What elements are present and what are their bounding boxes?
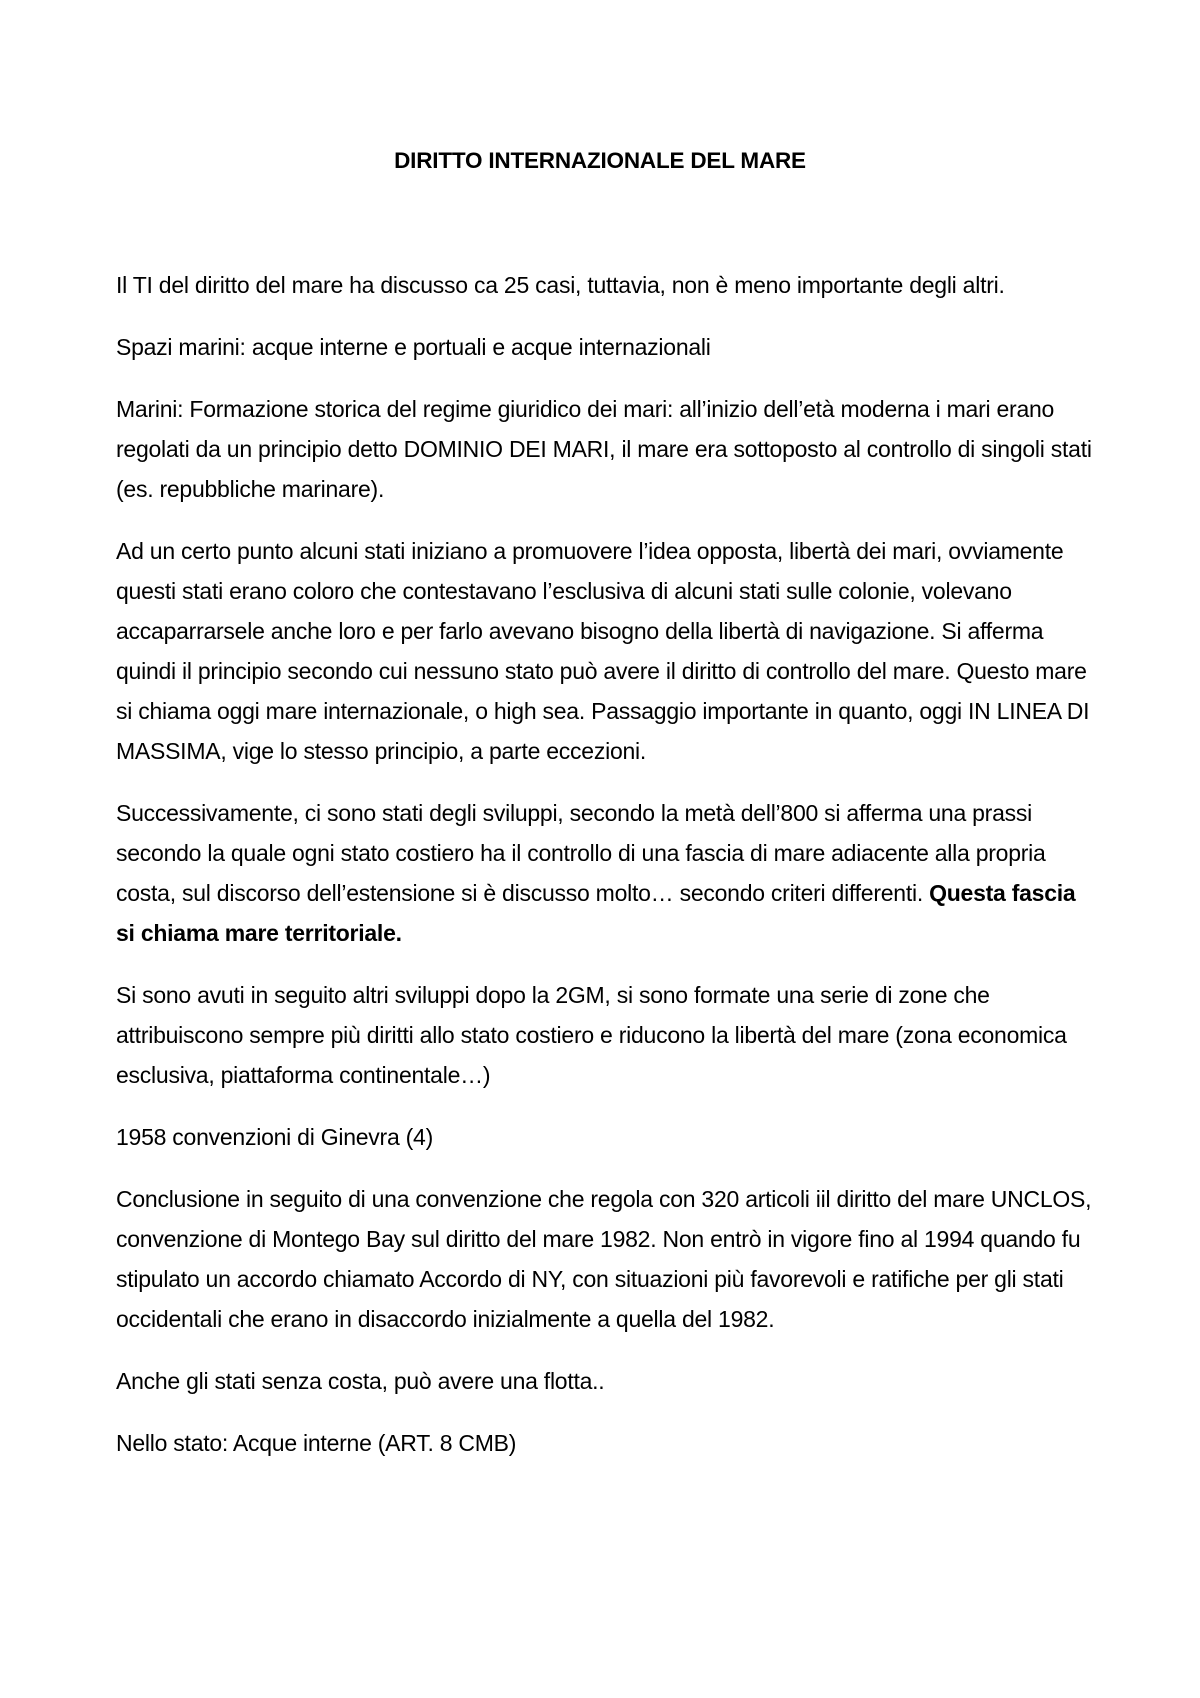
paragraph-mare-territoriale-text: Successivamente, ci sono stati degli sviluppi, secondo la metà dell’800 si afferma una prassi secondo la quale ogni stato costiero ha il controllo di una fascia di mare adiacente alla propria costa, sul discorso dell’estensione si è discusso molto… secondo criteri differenti.	[116, 800, 1046, 906]
paragraph-liberta-dei-mari: Ad un certo punto alcuni stati iniziano a promuovere l’idea opposta, libertà dei mari, ovviamente questi stati erano coloro che contestavano l’esclusiva di alcuni stati sulle colonie, volevano accaparrarsele anche loro e per farlo avevano bisogno della libertà di navigazione. Si afferma quindi il principio secondo cui nessuno stato può avere il diritto di controllo del mare. Questo mare si chiama oggi mare internazionale, o high sea. Passaggio importante in quanto, oggi IN LINEA DI MASSIMA, vige lo stesso principio, a parte eccezioni.	[116, 538, 1090, 764]
paragraph-unclos: Conclusione in seguito di una convenzione che regola con 320 articoli iil diritto del mare UNCLOS, convenzione di Montego Bay sul diritto del mare 1982. Non entrò in vigore fino al 1994 quando fu stipulato un accordo chiamato Accordo di NY, con situazioni più favorevoli e ratifiche per gli stati occidentali che erano in disaccordo inizialmente a quella del 1982.	[116, 1186, 1092, 1332]
paragraph-formazione-storica: Marini: Formazione storica del regime giuridico dei mari: all’inizio dell’età moderna i mari erano regolati da un principio detto DOMINIO DEI MARI, il mare era sottoposto al controllo di singoli stati (es. repubbliche marinare).	[116, 396, 1092, 502]
document-title: DIRITTO INTERNAZIONALE DEL MARE	[394, 148, 806, 173]
paragraph-acque-interne: Nello stato: Acque interne (ART. 8 CMB)	[116, 1430, 517, 1456]
paragraph-stati-senza-costa: Anche gli stati senza costa, può avere una flotta..	[116, 1368, 605, 1394]
paragraph-mare-territoriale	[116, 793, 1096, 953]
paragraph-intro: Il TI del diritto del mare ha discusso ca 25 casi, tuttavia, non è meno importante degli altri.	[116, 272, 1005, 298]
document-body	[116, 265, 1096, 1485]
paragraph-spazi-marini: Spazi marini: acque interne e portuali e acque internazionali	[116, 334, 711, 360]
paragraph-sviluppi-2gm: Si sono avuti in seguito altri sviluppi dopo la 2GM, si sono formate una serie di zone che attribuiscono sempre più diritti allo stato costiero e riducono la libertà del mare (zona economica esclusiva, piattaforma continentale…)	[116, 982, 1067, 1088]
paragraph-ginevra: 1958 convenzioni di Ginevra (4)	[116, 1124, 433, 1150]
mare-territoriale-emphasis: Questa fascia si chiama mare territoriale.	[116, 880, 1076, 946]
